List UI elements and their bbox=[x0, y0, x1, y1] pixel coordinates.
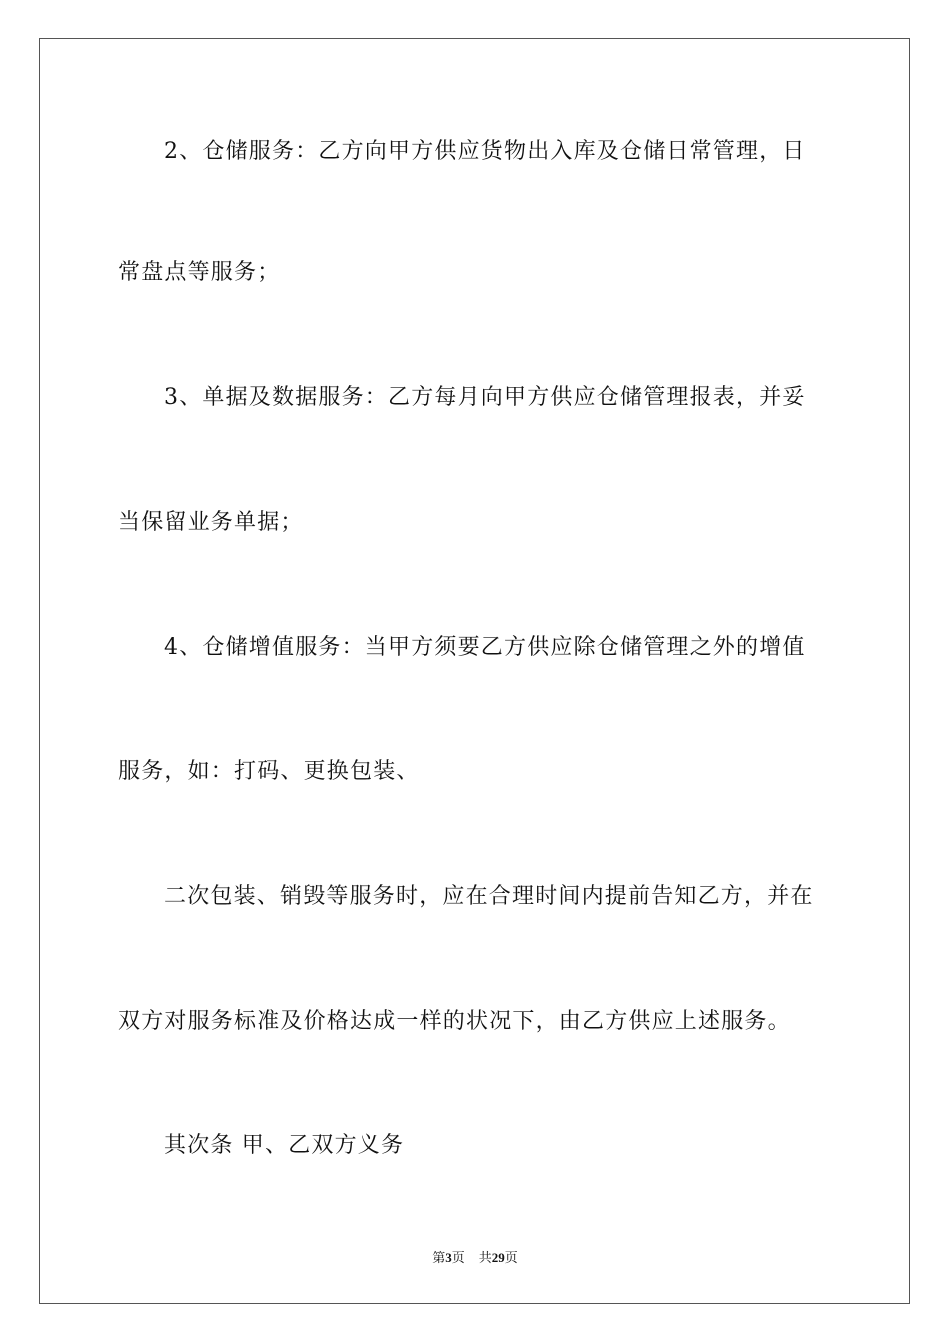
paragraph-line: 二次包装、销毁等服务时，应在合理时间内提前告知乙方，并在 bbox=[164, 884, 814, 909]
paragraph-line: 服务，如：打码、更换包装、 bbox=[118, 759, 420, 784]
paragraph-line: 4、仓储增值服务：当甲方须要乙方供应除仓储管理之外的增值 bbox=[164, 635, 806, 660]
paragraph-line: 3、单据及数据服务：乙方每月向甲方供应仓储管理报表，并妥 bbox=[164, 385, 806, 410]
page-footer bbox=[0, 1247, 950, 1266]
page-total: 29 bbox=[491, 1250, 505, 1265]
paragraph-line: 双方对服务标准及价格达成一样的状况下，由乙方供应上述服务。 bbox=[118, 1009, 791, 1034]
paragraph-line: 当保留业务单据； bbox=[118, 510, 304, 535]
page-prefix: 第 bbox=[432, 1250, 446, 1265]
section-heading: 其次条 甲、乙双方义务 bbox=[164, 1133, 405, 1158]
paragraph-line: 2、仓储服务：乙方向甲方供应货物出入库及仓储日常管理，日 bbox=[164, 139, 806, 164]
paragraph-line: 常盘点等服务； bbox=[118, 260, 281, 285]
total-suffix: 页 bbox=[504, 1250, 518, 1265]
total-prefix: 共 bbox=[478, 1250, 492, 1265]
page-border bbox=[39, 38, 910, 1304]
page-suffix: 页 bbox=[451, 1250, 465, 1265]
page-number: 3 bbox=[445, 1250, 452, 1265]
